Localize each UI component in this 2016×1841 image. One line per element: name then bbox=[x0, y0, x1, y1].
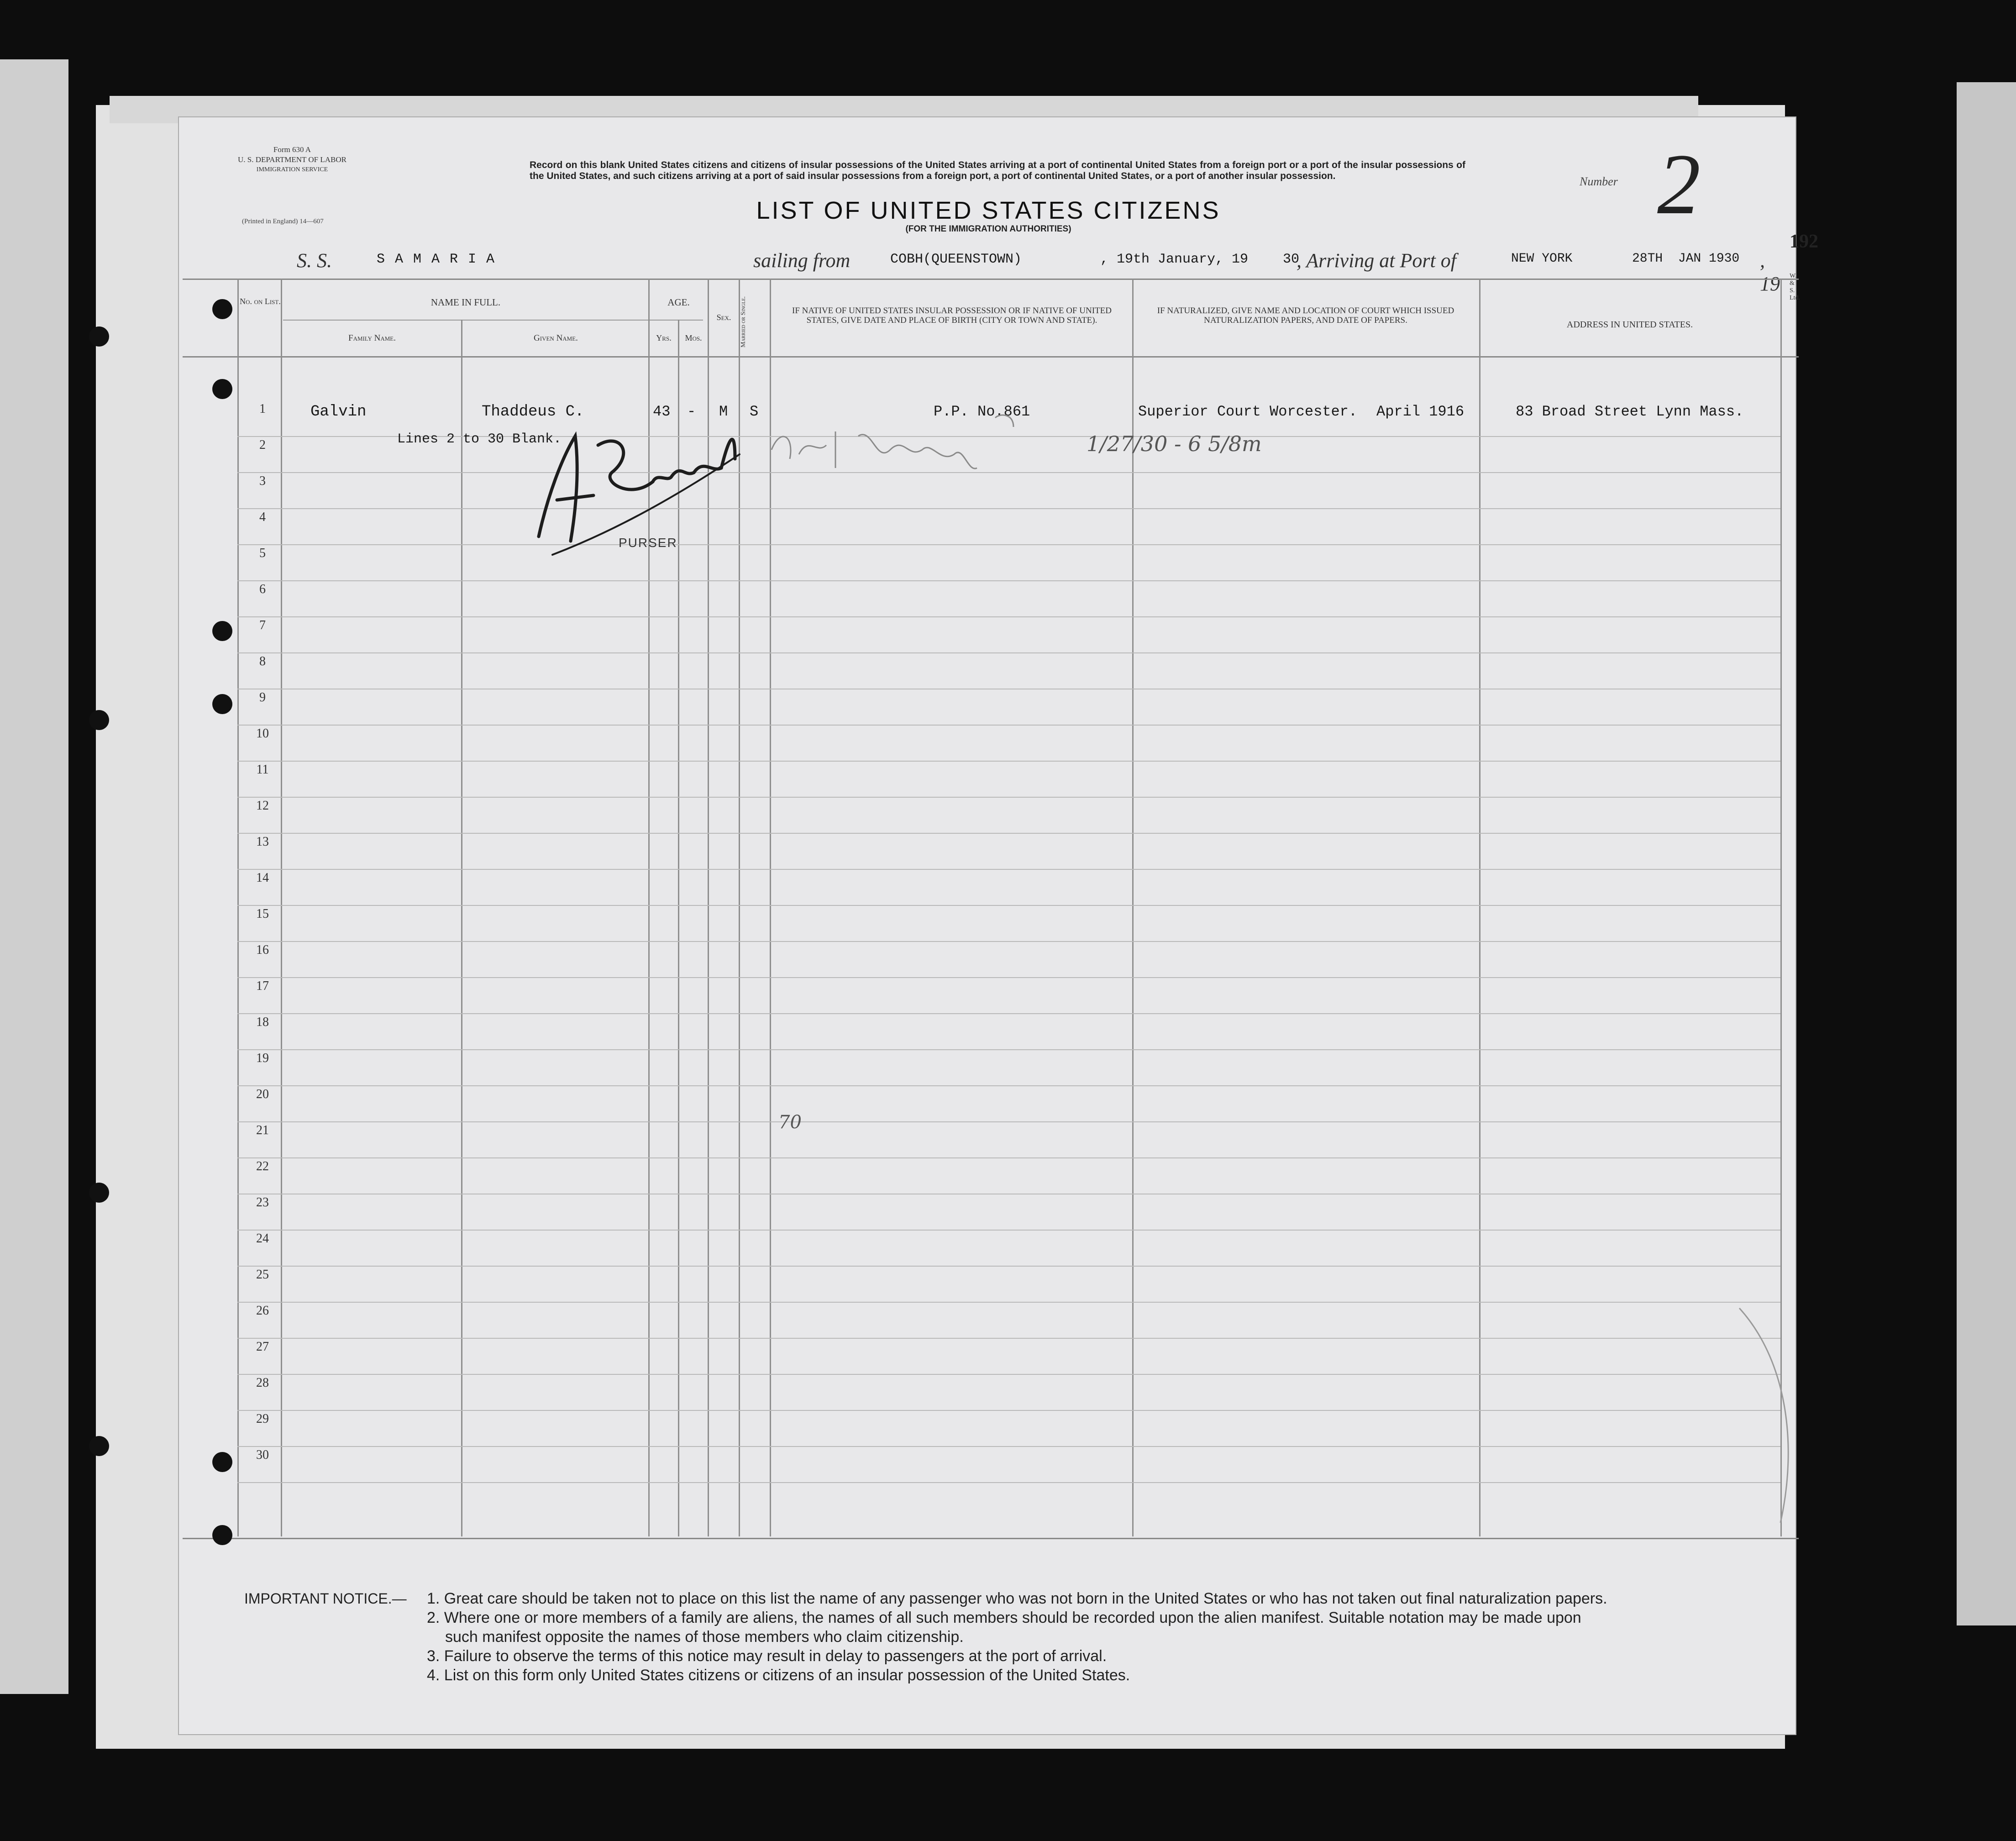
row-rule bbox=[237, 1085, 1780, 1086]
entry-sex: M bbox=[719, 403, 728, 420]
year-suffix: 30 bbox=[1283, 252, 1300, 267]
number-label: Number bbox=[1580, 175, 1618, 188]
punch-hole bbox=[89, 1436, 109, 1456]
row-rule bbox=[237, 869, 1780, 870]
row-number: 5 bbox=[259, 546, 266, 560]
department-name: U. S. DEPARTMENT OF LABOR bbox=[238, 155, 346, 164]
number-value: 2 bbox=[1657, 137, 1701, 232]
row-number: 24 bbox=[256, 1231, 269, 1246]
printed-note: (Printed in England) 14—607 bbox=[242, 218, 324, 225]
ss-label: S. S. bbox=[297, 249, 332, 272]
row-number: 16 bbox=[256, 943, 269, 957]
row-lines bbox=[183, 116, 1799, 1578]
col-mos-header: Mos. bbox=[685, 333, 702, 342]
row-rule bbox=[237, 652, 1780, 653]
page-subtitle: (FOR THE IMMIGRATION AUTHORITIES) bbox=[905, 224, 1071, 234]
col-family-header: Family Name. bbox=[348, 333, 396, 343]
entry-naturalization-court: Superior Court Worcester. bbox=[1138, 403, 1358, 420]
important-notice-heading: IMPORTANT NOTICE.— bbox=[244, 1590, 407, 1607]
notice-item: 4. List on this form only United States citizens or citizens of an insular possession of the United States. bbox=[427, 1667, 1130, 1684]
row-rule bbox=[237, 1266, 1780, 1267]
row-rule bbox=[237, 1049, 1780, 1050]
ship-name: SAMARIA bbox=[377, 252, 505, 267]
entry-naturalization-date: April 1916 bbox=[1376, 403, 1465, 420]
row-rule bbox=[237, 1230, 1780, 1231]
row-number: 21 bbox=[256, 1123, 269, 1137]
row-number: 27 bbox=[256, 1340, 269, 1354]
entry-status: S bbox=[750, 403, 759, 420]
row-number: 13 bbox=[256, 835, 269, 849]
punch-hole bbox=[212, 694, 232, 714]
notice-item: such manifest opposite the names of those members who claim citizenship. bbox=[445, 1628, 964, 1646]
notice-item: 3. Failure to observe the terms of this notice may result in delay to passengers at the port of arrival. bbox=[427, 1647, 1107, 1665]
important-notice-list bbox=[427, 1589, 1774, 1685]
purser-label: PURSER bbox=[619, 536, 677, 550]
row-rule bbox=[237, 725, 1780, 726]
row-rule bbox=[237, 1121, 1780, 1122]
year-corrected: , 19 bbox=[1760, 249, 1780, 295]
row-rule bbox=[237, 1302, 1780, 1303]
col-sex-header: Sex. bbox=[716, 313, 731, 322]
printer-mark: W. & S. Ltd. bbox=[1790, 273, 1800, 301]
col-yrs-header: Yrs. bbox=[656, 333, 672, 342]
printed-year: 192 bbox=[1790, 231, 1818, 252]
arriving-label: , Arriving at Port of bbox=[1297, 249, 1456, 272]
entry-age-mos: - bbox=[687, 403, 696, 420]
row-number: 14 bbox=[256, 871, 269, 885]
row-rule bbox=[237, 1157, 1780, 1158]
page-title: LIST OF UNITED STATES CITIZENS bbox=[756, 197, 1221, 224]
row-number: 23 bbox=[256, 1195, 269, 1210]
row-number: 11 bbox=[256, 763, 269, 777]
col-no-header: No. on List. bbox=[240, 297, 281, 306]
row-number: 17 bbox=[256, 979, 269, 993]
row-rule bbox=[237, 508, 1780, 509]
row-number: 12 bbox=[256, 799, 269, 813]
col-name-header: NAME IN FULL. bbox=[430, 297, 501, 308]
row-number: 18 bbox=[256, 1015, 269, 1029]
handwritten-date-note: 1/27/30 - 6 5/8m bbox=[1087, 431, 1262, 456]
row-rule bbox=[237, 1013, 1780, 1014]
row-number: 30 bbox=[256, 1448, 269, 1462]
row-rule bbox=[237, 977, 1780, 978]
row-number: 2 bbox=[259, 438, 266, 452]
notice-item: 1. Great care should be taken not to place on this list the name of any passenger who was not born in the United States or who has not taken out final naturalization papers. bbox=[427, 1590, 1607, 1607]
form-number: Form 630 A bbox=[273, 145, 311, 154]
service-name: IMMIGRATION SERVICE bbox=[256, 166, 328, 173]
row-rule bbox=[237, 797, 1780, 798]
row-number: 3 bbox=[259, 474, 266, 488]
port-from: COBH(QUEENSTOWN) bbox=[890, 252, 1022, 267]
punch-hole bbox=[89, 710, 109, 730]
row-number: 28 bbox=[256, 1376, 269, 1390]
row-number: 7 bbox=[259, 618, 266, 632]
entry-birth-passport: P.P. No.861 bbox=[934, 403, 1030, 420]
entry-family-name: Galvin bbox=[310, 403, 367, 421]
port-to: NEW YORK bbox=[1511, 252, 1573, 266]
row-rule bbox=[237, 761, 1780, 762]
row-rule bbox=[237, 1338, 1780, 1339]
col-married-header: Married or Single. bbox=[740, 296, 747, 347]
entry-age-yrs: 43 bbox=[653, 403, 671, 420]
row-rule bbox=[237, 1410, 1780, 1411]
row-rule bbox=[237, 616, 1780, 617]
row-number: 19 bbox=[256, 1051, 269, 1065]
row-number: 25 bbox=[256, 1268, 269, 1282]
entry-given-name: Thaddeus C. bbox=[482, 403, 584, 421]
arrival-stamp: 28TH JAN 1930 bbox=[1632, 252, 1740, 266]
row-rule bbox=[237, 833, 1780, 834]
row-number: 15 bbox=[256, 907, 269, 921]
row-number: 26 bbox=[256, 1304, 269, 1318]
margin-mark: 70 bbox=[778, 1112, 802, 1133]
row-rule bbox=[237, 580, 1780, 581]
col-age-header: AGE. bbox=[667, 297, 690, 308]
manifest-page bbox=[178, 116, 1818, 1735]
instructions: Record on this blank United States citizens and citizens of insular possessions of the United States arriving at a port of continental United States from a foreign port or a port of the insular possessions of the United States, and such citizens arriving at a port of said insular possessions from a foreign port, a port of continental United States, or a port of another insular possession. bbox=[530, 160, 1465, 181]
punch-hole bbox=[212, 1525, 232, 1545]
row-number: 4 bbox=[259, 510, 266, 524]
punch-hole bbox=[89, 1183, 109, 1203]
row-rule bbox=[237, 544, 1780, 545]
row-number: 9 bbox=[259, 690, 266, 705]
faint-handwriting bbox=[767, 409, 1050, 477]
right-page-edge bbox=[1957, 82, 2016, 1625]
punch-hole bbox=[212, 621, 232, 641]
punch-hole bbox=[212, 1452, 232, 1472]
row-number: 22 bbox=[256, 1159, 269, 1173]
row-number: 6 bbox=[259, 582, 266, 596]
faint-arc bbox=[1730, 1304, 1803, 1532]
row-number: 10 bbox=[256, 726, 269, 741]
sailing-label: sailing from bbox=[753, 249, 850, 272]
row-number: 20 bbox=[256, 1087, 269, 1101]
row-number: 1 bbox=[259, 402, 266, 416]
row-rule bbox=[237, 1446, 1780, 1447]
date-sailed: , 19th January, 19 bbox=[1100, 252, 1249, 267]
punch-hole bbox=[89, 326, 109, 347]
punch-hole bbox=[212, 379, 232, 399]
notice-item: 2. Where one or more members of a family are aliens, the names of all such members should be recorded upon the alien manifest. Suitable notation may be made upon bbox=[427, 1609, 1581, 1626]
row-number: 8 bbox=[259, 654, 266, 668]
col-native-header: IF NATIVE OF UNITED STATES INSULAR POSSESSION OR IF NATIVE OF UNITED STATES, GIVE DATE AND PLACE OF BIRTH (CITY OR TOWN AND STATE). bbox=[792, 306, 1112, 325]
punch-hole bbox=[212, 299, 232, 319]
col-address-header: ADDRESS IN UNITED STATES. bbox=[1566, 320, 1693, 330]
blank-lines-note: Lines 2 to 30 Blank. bbox=[397, 431, 562, 447]
row-rule bbox=[237, 905, 1780, 906]
row-rule bbox=[237, 1374, 1780, 1375]
row-rule bbox=[237, 941, 1780, 942]
left-page-edge bbox=[0, 59, 68, 1694]
col-given-header: Given Name. bbox=[534, 333, 578, 343]
row-number: 29 bbox=[256, 1412, 269, 1426]
row-rule bbox=[237, 1482, 1780, 1483]
col-naturalized-header: IF NATURALIZED, GIVE NAME AND LOCATION OF COURT WHICH ISSUED NATURALIZATION PAPERS, AND DATE OF PAPERS. bbox=[1157, 306, 1454, 325]
entry-address: 83 Broad Street Lynn Mass. bbox=[1516, 403, 1744, 420]
